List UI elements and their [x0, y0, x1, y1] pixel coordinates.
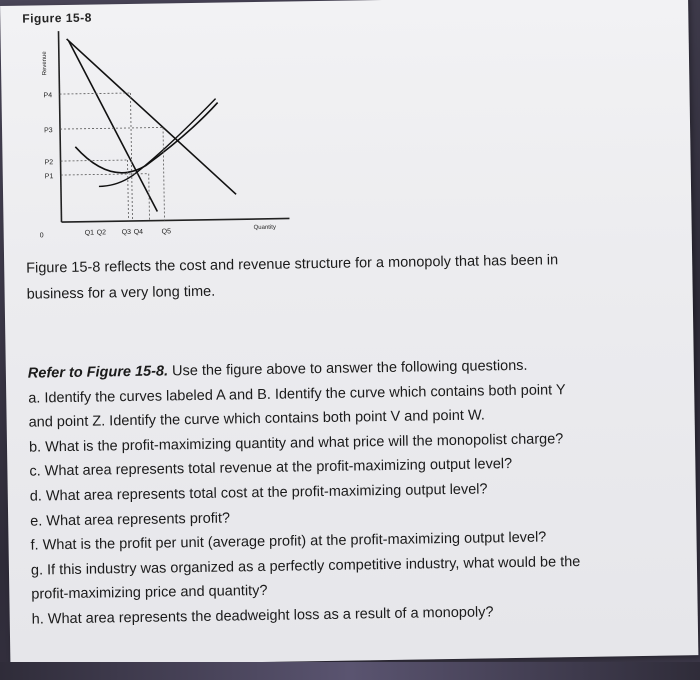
question-list: [28, 351, 682, 632]
question-b: b. What is the profit-maximizing quantity and what price will the monopolist charge?: [28, 430, 564, 456]
questions-lead-bold: Refer to Figure 15-8.: [27, 363, 169, 382]
caption-line-2: business for a very long time.: [26, 283, 216, 303]
price-label-p3: P3: [44, 127, 53, 135]
question-a-line-2: and point Z. Identify the curve which contains both point V and point W.: [28, 407, 485, 431]
x-axis: [61, 218, 289, 222]
mc-curve: [98, 99, 217, 187]
question-h: h. What area represents the deadweight loss as a result of a monopoly?: [31, 604, 494, 628]
price-label-p2: P2: [44, 159, 54, 167]
price-label-p1: P1: [44, 173, 54, 181]
quantity-label-q5: Q5: [161, 228, 172, 236]
quantity-label-q4: Q4: [133, 228, 144, 236]
caption-line-1: Figure 15-8 reflects the cost and revenue structure for a monopoly that has been in: [26, 252, 559, 277]
origin-label: 0: [39, 232, 44, 240]
question-g-line-1: g. If this industry was organized as a perfectly competitive industry, what would be the: [30, 553, 581, 579]
quantity-label-q1: Q1: [84, 229, 95, 237]
questions-lead-rest: Use the figure above to answer the following questions.: [167, 357, 528, 380]
figure-caption: [26, 246, 667, 308]
y-axis-label: Revenue: [41, 51, 49, 76]
question-f: f. What is the profit per unit (average profit) at the profit-maximizing output level?: [30, 529, 547, 554]
question-d: d. What area represents total cost at the profit-maximizing output level?: [29, 481, 488, 505]
figure-title: Figure 15-8: [22, 10, 92, 26]
guide-lines: [59, 92, 164, 222]
y-axis: [58, 31, 61, 222]
photo-bottom-edge: [0, 662, 700, 680]
x-axis-label: Quantity: [253, 224, 277, 232]
demand-curve: [67, 36, 236, 197]
quantity-label-q2: Q2: [96, 229, 107, 237]
question-c: c. What area represents total revenue at the profit-maximizing output level?: [29, 456, 513, 480]
price-label-p4: P4: [43, 92, 53, 100]
question-a-line-1: a. Identify the curves labeled A and B. Identify the curve which contains both point Y: [28, 381, 566, 407]
marginal-revenue-curve: [69, 40, 158, 213]
question-e: e. What area represents profit?: [30, 510, 231, 530]
quantity-label-q3: Q3: [121, 228, 132, 237]
figure-graph: [18, 10, 302, 247]
question-g-line-2: profit-maximizing price and quantity?: [31, 583, 268, 603]
